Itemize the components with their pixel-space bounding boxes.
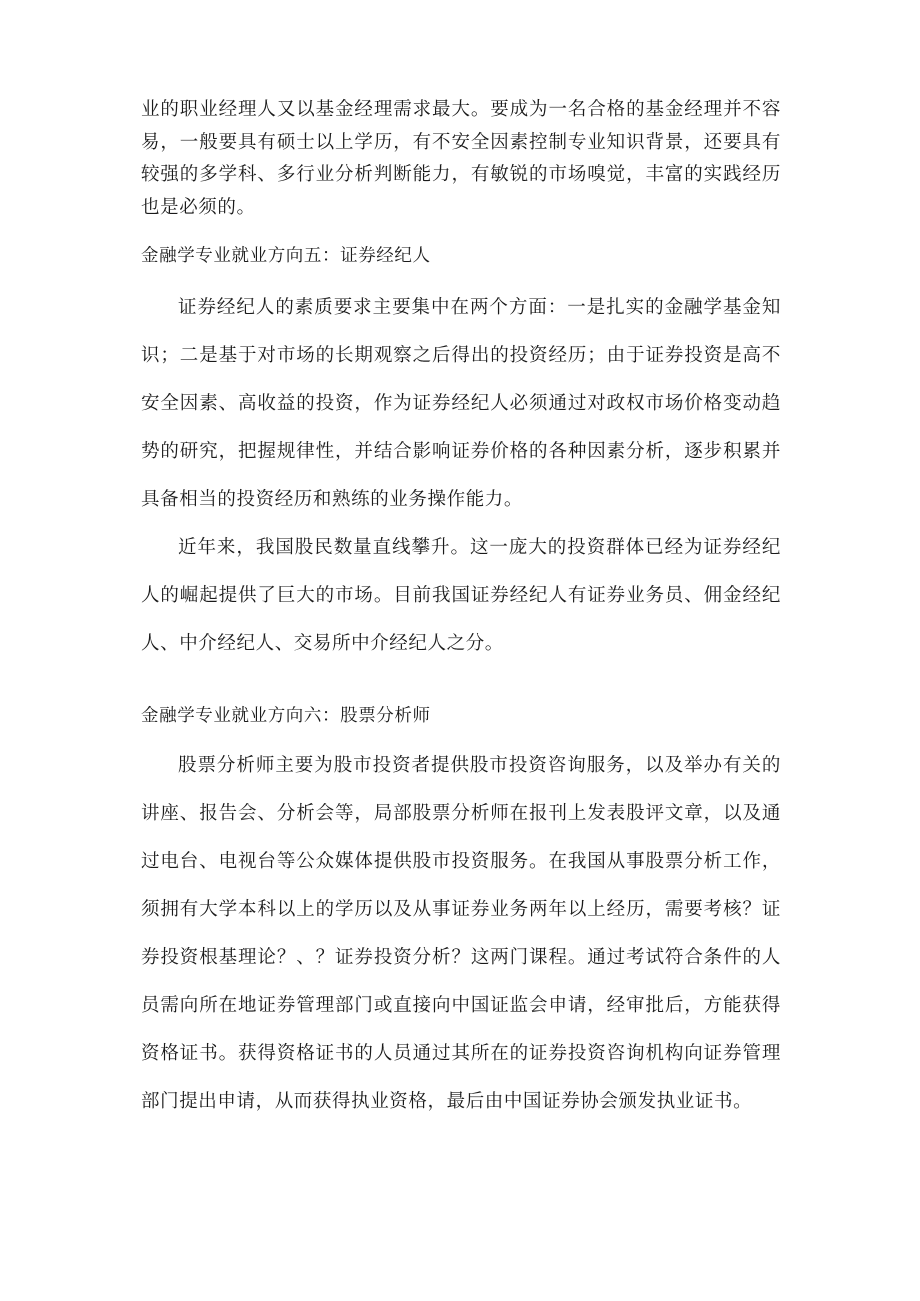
intro-paragraph: 业的职业经理人又以基金经理需求最大。要成为一名合格的基金经理并不容易，一般要具有硕士以上学历，有不安全因素控制专业知识背景，还要具有较强的多学科、多行业分析判断能力，有敏锐的市场嗅觉，丰富的实践经历也是必须的。 [141, 99, 781, 218]
paragraph-broker-qualities: 证券经纪人的素质要求主要集中在两个方面：一是扎实的金融学基金知识；二是基于对市场的长期观察之后得出的投资经历；由于证券投资是高不安全因素、高收益的投资，作为证券经纪人必须通过对政权市场价格变动趋势的研究，把握规律性，并结合影响证券价格的各种因素分析，逐步积累并具备相当的投资经历和熟练的业务操作能力。 [141, 297, 781, 510]
section-heading-stock-analyst: 金融学专业就业方向六：股票分析师 [141, 706, 431, 726]
paragraph-broker-market: 近年来，我国股民数量直线攀升。这一庞大的投资群体已经为证券经纪人的崛起提供了巨大的市场。目前我国证券经纪人有证券业务员、佣金经纪人、中介经纪人、交易所中介经纪人之分。 [141, 537, 781, 654]
paragraph-stock-analyst: 股票分析师主要为股市投资者提供股市投资咨询服务，以及举办有关的讲座、报告会、分析会等，局部股票分析师在报刊上发表股评文章，以及通过电台、电视台等公众媒体提供股市投资服务。在我国从事股票分析工作，须拥有大学本科以上的学历以及从事证券业务两年以上经历，需要考核？证券投资根基理论？、？证券投资分析？这两门课程。通过考试符合条件的人员需向所在地证券管理部门或直接向中国证监会申请，经审批后，方能获得资格证书。获得资格证书的人员通过其所在的证券投资咨询机构向证券管理部门提出申请，从而获得执业资格，最后由中国证券协会颁发执业证书。 [141, 755, 781, 1112]
section-heading-securities-broker: 金融学专业就业方向五：证券经纪人 [141, 246, 431, 266]
